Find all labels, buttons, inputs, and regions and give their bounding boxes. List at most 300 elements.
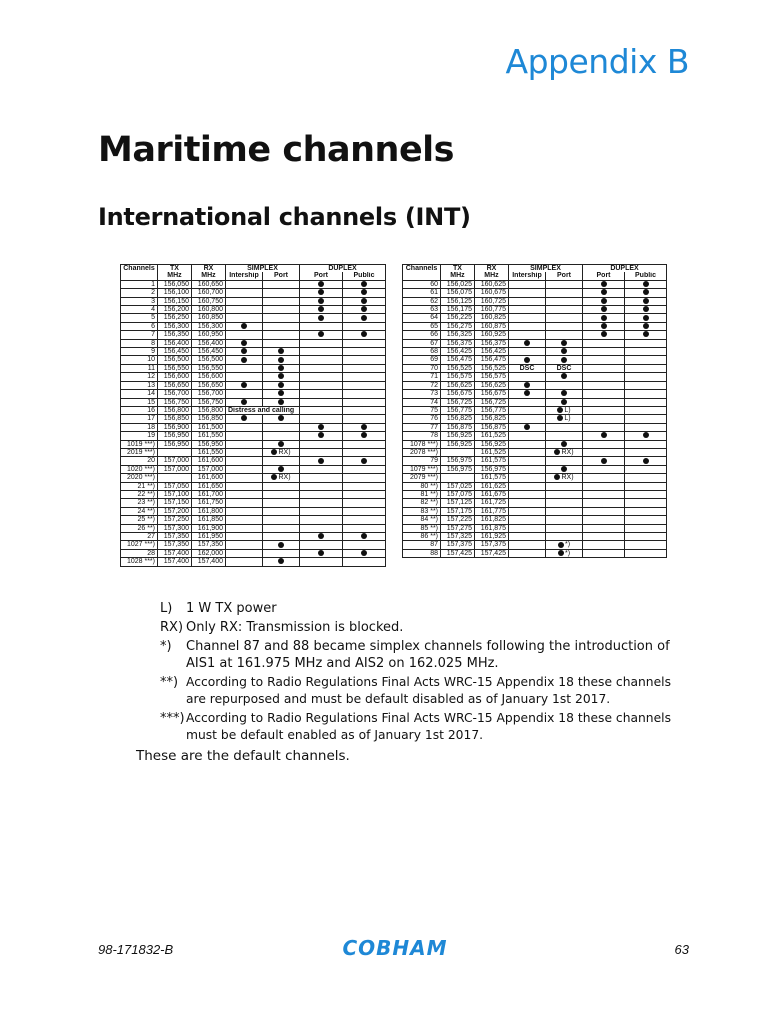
table-cell	[300, 297, 343, 305]
dot-marker	[361, 281, 367, 287]
table-cell	[343, 381, 386, 389]
table-cell	[625, 339, 667, 347]
table-cell: 17	[121, 415, 158, 423]
table-cell	[625, 440, 667, 448]
table-row	[121, 339, 386, 347]
table-cell: 3	[121, 297, 158, 305]
table-cell	[300, 390, 343, 398]
table-cell: 156,850	[158, 415, 192, 423]
table-cell	[583, 322, 625, 330]
dot-marker	[601, 306, 607, 312]
table-cell: 156,750	[158, 398, 192, 406]
table-cell	[546, 289, 583, 297]
dot-marker	[601, 315, 607, 321]
dot-marker	[318, 432, 324, 438]
table-cell	[509, 541, 546, 549]
table-cell	[343, 440, 386, 448]
table-cell: 157,150	[158, 499, 192, 507]
table-cell	[226, 549, 263, 557]
table-cell	[300, 524, 343, 532]
dot-suffix: RX)	[278, 474, 291, 482]
table-row	[121, 297, 386, 305]
dot-marker	[361, 432, 367, 438]
table-cell: 13	[121, 381, 158, 389]
dot-marker	[361, 458, 367, 464]
table-cell: 156,525	[475, 364, 509, 372]
table-cell: 156,675	[475, 390, 509, 398]
table-cell	[343, 533, 386, 541]
table-cell	[546, 549, 583, 557]
table-cell: 157,250	[158, 516, 192, 524]
table-row	[403, 364, 667, 372]
table-cell	[509, 381, 546, 389]
table-cell	[509, 280, 546, 288]
table-cell: 156,400	[158, 339, 192, 347]
table-cell	[343, 516, 386, 524]
table-cell	[300, 415, 343, 423]
table-cell	[263, 448, 300, 456]
footnote	[160, 674, 680, 708]
dot-marker	[361, 550, 367, 556]
table-cell	[226, 322, 263, 330]
table-cell: 156,375	[441, 339, 475, 347]
table-cell	[509, 406, 546, 414]
table-cell	[546, 314, 583, 322]
table-cell: 156,450	[158, 348, 192, 356]
table-cell: 156,825	[475, 415, 509, 423]
table-cell	[226, 314, 263, 322]
table-cell	[509, 306, 546, 314]
table-cell	[300, 339, 343, 347]
table-cell: 156,550	[192, 364, 226, 372]
table-cell	[625, 490, 667, 498]
table-cell: 156,550	[158, 364, 192, 372]
dot-marker	[278, 348, 284, 354]
table-cell	[546, 398, 583, 406]
dot-marker	[524, 357, 530, 363]
table-cell	[509, 524, 546, 532]
doc-number: 98-171832-B	[98, 942, 174, 957]
table-cell: 156,400	[192, 339, 226, 347]
table-cell	[300, 490, 343, 498]
table-cell	[625, 457, 667, 465]
table-cell: 84 **)	[403, 516, 441, 524]
table-cell	[263, 356, 300, 364]
table-cell: 156,625	[475, 381, 509, 389]
table-cell	[226, 348, 263, 356]
table-cell	[263, 415, 300, 423]
table-row	[121, 322, 386, 330]
table-row	[121, 406, 386, 414]
table-cell: 156,700	[192, 390, 226, 398]
table-cell: 5	[121, 314, 158, 322]
table-cell	[263, 339, 300, 347]
table-cell	[546, 516, 583, 524]
dot-marker	[361, 306, 367, 312]
table-cell: 157,400	[158, 549, 192, 557]
dot-marker	[557, 407, 563, 413]
dot-marker	[318, 424, 324, 430]
dot-marker	[318, 289, 324, 295]
table-cell	[343, 490, 386, 498]
table-row	[121, 440, 386, 448]
table-row	[403, 306, 667, 314]
footnote-mark: *)	[160, 639, 172, 654]
table-cell	[583, 440, 625, 448]
dot-marker	[278, 382, 284, 388]
table-row	[121, 457, 386, 465]
table-cell: 160,950	[192, 331, 226, 339]
table-cell: 156,325	[441, 331, 475, 339]
channel-table-right	[402, 264, 667, 558]
table-cell: 1079 ***)	[403, 465, 441, 473]
table-cell	[546, 390, 583, 398]
header-intership: Intership	[226, 272, 263, 280]
table-row	[121, 516, 386, 524]
table-cell: 160,875	[475, 322, 509, 330]
table-cell: 78	[403, 432, 441, 440]
dot-marker	[554, 474, 560, 480]
table-cell	[226, 465, 263, 473]
table-cell	[546, 432, 583, 440]
dot-suffix: *)	[564, 549, 571, 557]
dot-marker	[278, 390, 284, 396]
table-cell: 28	[121, 549, 158, 557]
table-cell: 69	[403, 356, 441, 364]
table-cell	[509, 348, 546, 356]
table-cell: 161,800	[192, 507, 226, 515]
table-body-right	[403, 280, 667, 557]
table-cell: 61	[403, 289, 441, 297]
table-cell: 156,900	[158, 423, 192, 431]
table-cell	[300, 541, 343, 549]
dot-marker	[557, 415, 563, 421]
table-row	[403, 482, 667, 490]
table-row	[121, 482, 386, 490]
table-cell	[300, 356, 343, 364]
table-cell	[546, 415, 583, 423]
table-cell: 156,425	[441, 348, 475, 356]
table-cell: 156,775	[441, 406, 475, 414]
table-cell: 2078 ***)	[403, 448, 441, 456]
table-cell	[300, 507, 343, 515]
table-cell	[158, 474, 192, 482]
table-cell	[546, 348, 583, 356]
table-cell: 156,500	[158, 356, 192, 364]
table-cell	[343, 314, 386, 322]
table-cell	[343, 373, 386, 381]
table-cell	[625, 314, 667, 322]
table-cell	[343, 499, 386, 507]
table-row	[121, 331, 386, 339]
header-tx-unit: MHz	[158, 272, 192, 280]
table-cell: 157,400	[192, 558, 226, 566]
table-cell	[625, 423, 667, 431]
dot-suffix: RX)	[561, 474, 574, 482]
table-cell	[300, 306, 343, 314]
dot-marker	[643, 289, 649, 295]
table-cell	[625, 356, 667, 364]
table-cell: 9	[121, 348, 158, 356]
table-cell	[546, 457, 583, 465]
table-cell: 68	[403, 348, 441, 356]
table-row	[121, 423, 386, 431]
table-cell	[263, 364, 300, 372]
table-cell: 22 **)	[121, 490, 158, 498]
table-cell: 161,600	[192, 474, 226, 482]
table-row	[121, 432, 386, 440]
table-cell	[226, 280, 263, 288]
table-cell	[583, 348, 625, 356]
table-cell	[625, 406, 667, 414]
table-cell: 157,075	[441, 490, 475, 498]
table-cell: 160,650	[192, 280, 226, 288]
header-simplex-port: Port	[546, 272, 583, 280]
dot-marker	[361, 331, 367, 337]
table-cell: 157,050	[158, 482, 192, 490]
table-cell: 160,725	[475, 297, 509, 305]
dot-marker	[278, 399, 284, 405]
table-row	[403, 423, 667, 431]
table-cell	[300, 423, 343, 431]
cobham-logo	[334, 936, 456, 960]
footnote-text: 1 W TX power	[186, 601, 277, 616]
table-cell	[441, 448, 475, 456]
table-cell: 1	[121, 280, 158, 288]
table-cell: 156,975	[441, 457, 475, 465]
footnote-text: Channel 87 and 88 became simplex channels following the introduction of AIS1 at 161.975 MHz and AIS2 on 162.025 MHz.	[186, 639, 670, 671]
table-body-left	[121, 280, 386, 566]
table-cell: 156,475	[475, 356, 509, 364]
table-row	[121, 499, 386, 507]
table-cell	[583, 499, 625, 507]
table-cell	[509, 432, 546, 440]
table-cell: Distress and calling	[226, 406, 300, 414]
table-cell: 80 **)	[403, 482, 441, 490]
table-cell	[625, 373, 667, 381]
table-cell: 157,300	[158, 524, 192, 532]
table-row	[403, 533, 667, 541]
table-cell	[509, 314, 546, 322]
table-cell: 156,300	[192, 322, 226, 330]
page-title: Maritime channels	[98, 130, 455, 170]
table-cell: 161,875	[475, 524, 509, 532]
table-cell	[226, 381, 263, 389]
dot-marker	[361, 424, 367, 430]
table-cell: 161,775	[475, 507, 509, 515]
table-cell: 1020 ***)	[121, 465, 158, 473]
table-row	[403, 499, 667, 507]
table-cell	[263, 331, 300, 339]
dot-marker	[601, 458, 607, 464]
table-cell: 161,675	[475, 490, 509, 498]
table-cell: 157,375	[441, 541, 475, 549]
table-cell: 161,600	[192, 457, 226, 465]
table-cell: 161,650	[192, 482, 226, 490]
cobham-logo-text: COBHAM	[342, 936, 448, 960]
table-cell: 6	[121, 322, 158, 330]
table-cell	[546, 423, 583, 431]
table-cell: 157,350	[158, 541, 192, 549]
table-cell	[625, 541, 667, 549]
table-cell	[583, 356, 625, 364]
table-cell	[343, 423, 386, 431]
table-cell: 156,875	[475, 423, 509, 431]
table-row	[121, 390, 386, 398]
table-cell	[226, 423, 263, 431]
table-cell	[300, 432, 343, 440]
table-cell	[263, 474, 300, 482]
dot-marker	[643, 306, 649, 312]
table-row	[121, 373, 386, 381]
dot-marker	[561, 441, 567, 447]
table-row	[403, 356, 667, 364]
table-cell: 27	[121, 533, 158, 541]
table-cell: 156,700	[158, 390, 192, 398]
table-cell	[583, 516, 625, 524]
table-cell: 161,575	[475, 474, 509, 482]
table-row	[121, 533, 386, 541]
dot-marker	[241, 340, 247, 346]
footnote	[160, 600, 680, 617]
table-cell: 157,350	[192, 541, 226, 549]
table-cell	[343, 406, 386, 414]
table-cell	[546, 322, 583, 330]
table-cell: 70	[403, 364, 441, 372]
table-row	[121, 364, 386, 372]
table-cell: 83 **)	[403, 507, 441, 515]
table-cell: 18	[121, 423, 158, 431]
table-row	[403, 448, 667, 456]
table-cell	[300, 465, 343, 473]
table-row	[121, 465, 386, 473]
table-cell	[263, 524, 300, 532]
dot-marker	[561, 390, 567, 396]
header-simplex: SIMPLEX	[509, 265, 583, 273]
table-cell: 65	[403, 322, 441, 330]
footnote	[160, 638, 680, 672]
table-cell	[343, 280, 386, 288]
table-cell: 156,650	[192, 381, 226, 389]
table-cell	[158, 448, 192, 456]
table-cell	[263, 558, 300, 566]
table-cell: 60	[403, 280, 441, 288]
dot-marker	[554, 449, 560, 455]
table-cell	[300, 482, 343, 490]
table-cell: 160,675	[475, 289, 509, 297]
table-cell: 156,475	[441, 356, 475, 364]
dot-marker	[241, 399, 247, 405]
table-cell	[226, 533, 263, 541]
table-cell	[226, 339, 263, 347]
table-cell	[509, 507, 546, 515]
table-cell: 157,225	[441, 516, 475, 524]
table-cell	[263, 549, 300, 557]
table-cell: 156,300	[158, 322, 192, 330]
table-row	[121, 306, 386, 314]
table-cell: 156,975	[475, 465, 509, 473]
table-cell	[300, 398, 343, 406]
table-cell: 79	[403, 457, 441, 465]
table-cell: 160,825	[475, 314, 509, 322]
table-cell	[546, 524, 583, 532]
table-cell	[300, 331, 343, 339]
dot-marker	[643, 458, 649, 464]
table-row	[403, 289, 667, 297]
table-cell	[583, 474, 625, 482]
table-cell	[263, 432, 300, 440]
table-cell: 156,100	[158, 289, 192, 297]
table-cell: 73	[403, 390, 441, 398]
dot-marker	[271, 474, 277, 480]
table-cell	[343, 398, 386, 406]
dot-marker	[524, 390, 530, 396]
table-cell: 74	[403, 398, 441, 406]
table-cell: 156,600	[158, 373, 192, 381]
header-rx: RX	[192, 265, 226, 273]
table-cell: 87	[403, 541, 441, 549]
table-cell: 156,575	[441, 373, 475, 381]
table-row	[121, 507, 386, 515]
table-cell: 157,350	[158, 533, 192, 541]
table-cell	[546, 280, 583, 288]
table-cell: 156,125	[441, 297, 475, 305]
dot-marker	[601, 298, 607, 304]
table-cell	[263, 541, 300, 549]
table-cell: 160,800	[192, 306, 226, 314]
table-cell: 156,825	[441, 415, 475, 423]
table-cell: 72	[403, 381, 441, 389]
table-cell: 160,700	[192, 289, 226, 297]
table-cell	[263, 423, 300, 431]
table-cell: 160,850	[192, 314, 226, 322]
footnote-text: According to Radio Regulations Final Acts WRC-15 Appendix 18 these channels must be default enabled as of January 1st 2017.	[186, 711, 671, 742]
table-cell: 19	[121, 432, 158, 440]
table-cell	[546, 356, 583, 364]
table-cell: 161,725	[475, 499, 509, 507]
table-cell: 156,600	[192, 373, 226, 381]
table-cell	[300, 474, 343, 482]
table-cell	[226, 440, 263, 448]
table-cell: 1078 ***)	[403, 440, 441, 448]
table-cell	[226, 331, 263, 339]
table-row	[121, 398, 386, 406]
table-cell	[343, 364, 386, 372]
table-row	[403, 280, 667, 288]
table-cell	[583, 364, 625, 372]
table-cell: 81 **)	[403, 490, 441, 498]
table-row	[403, 440, 667, 448]
footnote-mark: L)	[160, 601, 173, 616]
table-cell	[625, 524, 667, 532]
dot-marker	[561, 466, 567, 472]
table-cell	[625, 482, 667, 490]
table-cell: 75	[403, 406, 441, 414]
table-cell	[226, 490, 263, 498]
table-cell	[263, 499, 300, 507]
table-cell	[300, 289, 343, 297]
table-cell	[300, 457, 343, 465]
dot-marker	[318, 458, 324, 464]
header-duplex-port: Port	[583, 272, 625, 280]
table-cell: 21 **)	[121, 482, 158, 490]
table-cell	[263, 482, 300, 490]
table-row	[121, 474, 386, 482]
table-cell: 156,200	[158, 306, 192, 314]
table-cell	[583, 507, 625, 515]
table-cell: 161,700	[192, 490, 226, 498]
table-cell	[509, 474, 546, 482]
